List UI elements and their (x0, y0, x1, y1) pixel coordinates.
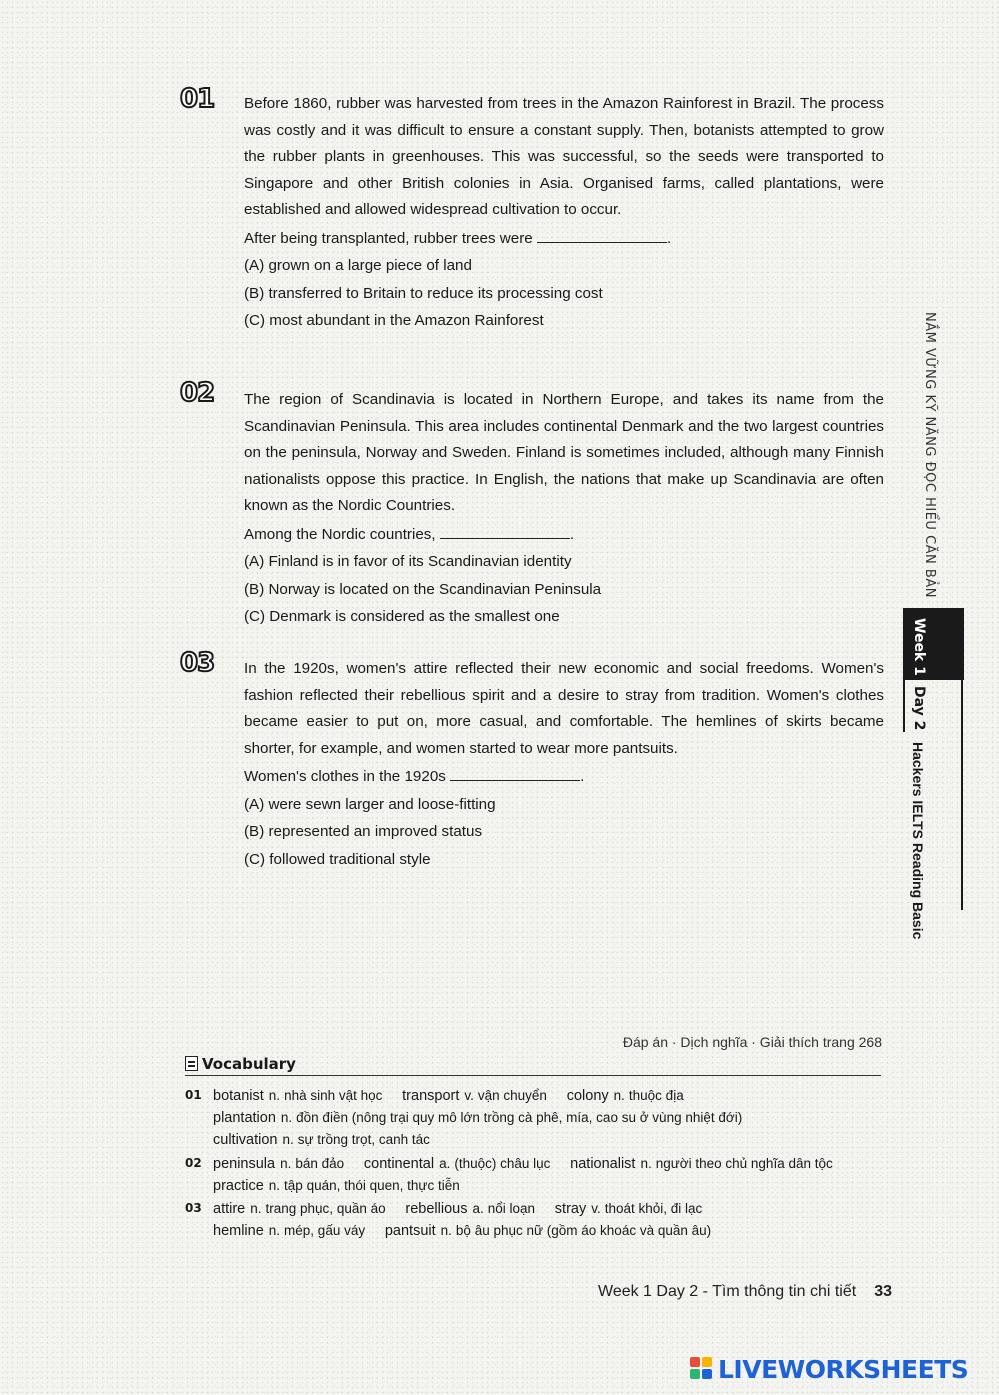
vocab-word: practice (213, 1178, 264, 1194)
vocab-word: colony (566, 1088, 609, 1104)
question-prompt: Women's clothes in the 1920s . (244, 768, 585, 785)
question-block (244, 656, 884, 873)
vocab-pos: n. (280, 1110, 293, 1125)
vocab-pos: n. (613, 1088, 625, 1103)
vocab-group-number: 01 (185, 1088, 202, 1102)
liveworksheets-logo-icon (690, 1357, 714, 1381)
option-a[interactable]: (A) Finland is in favor of its Scandinavian identity (244, 553, 572, 570)
vocab-word: peninsula (213, 1156, 276, 1172)
liveworksheets-watermark[interactable] (690, 1354, 968, 1384)
vocab-meaning: trang phục, quần áo (265, 1201, 386, 1216)
passage: The region of Scandinavia is located in Northern Europe, and takes its name from the Scandinavian Peninsula. This area includes continental Denmark and the two largest countries on the peninsula, Norway and Sweden. Finland is sometimes included, although many Finnish nationalists oppose this practice. In English, the nations that make up Scandinavia are often known as the Nordic Countries. (244, 391, 884, 514)
question-number: 03 (180, 648, 215, 678)
option-c[interactable]: (C) most abundant in the Amazon Rainforest (244, 312, 544, 329)
page-number: 33 (874, 1283, 892, 1300)
vocab-line (213, 1178, 476, 1194)
passage: In the 1920s, women's attire reflected their new economic and social freedoms. Women's fashion reflected their rebellious spirit and a desire to stray from tradition. Women's clothes became easier to put on, more casual, and comfortable. The hemlines of skirts became shorter, for example, and women started to wear more pantsuits. (244, 660, 884, 757)
vocab-pos: v. (464, 1088, 474, 1103)
option-a[interactable]: (A) were sewn larger and loose-fitting (244, 795, 496, 813)
option-b[interactable]: (B) represented an improved status (244, 823, 483, 840)
sidebar-title: NẮM VỮNG KỸ NĂNG ĐỌC HIỂU CĂN BẢN (922, 312, 937, 598)
vocab-meaning: mép, gấu váy (284, 1223, 366, 1238)
page-footer (598, 1283, 892, 1301)
vocab-pos: n. (268, 1178, 281, 1193)
vocab-pos: a. (472, 1201, 484, 1216)
vocab-meaning: tập quán, thói quen, thực tiễn (284, 1178, 460, 1193)
option-b[interactable]: (B) transferred to Britain to reduce its processing cost (244, 284, 603, 302)
vocab-line (213, 1201, 718, 1217)
answer-blank[interactable] (440, 524, 570, 539)
vocab-meaning: sự trồng trọt, canh tác (297, 1132, 430, 1147)
vocab-pos: n. (268, 1223, 281, 1238)
prompt-text: Women's clothes in the 1920s (244, 768, 446, 785)
vocab-meaning: bộ âu phục nữ (gồm áo khoác và quần âu) (455, 1223, 712, 1238)
vocab-word: botanist (213, 1088, 264, 1104)
notebook-icon (185, 1056, 198, 1071)
vocab-word: rebellious (405, 1201, 468, 1217)
vocab-pos: n. (282, 1132, 294, 1147)
vocab-meaning: (thuộc) châu lục (454, 1156, 551, 1171)
vocab-line (213, 1088, 700, 1104)
question-number: 01 (180, 84, 215, 114)
vocab-meaning: bán đảo (295, 1156, 345, 1171)
vocab-group-number: 02 (185, 1156, 202, 1170)
option-a[interactable]: (A) grown on a large piece of land (244, 257, 472, 274)
vocab-word: continental (363, 1156, 435, 1172)
prompt-text: Among the Nordic countries, (244, 525, 436, 543)
question-block (244, 91, 884, 335)
vocab-word: transport (402, 1088, 460, 1104)
vocab-meaning: thoát khỏi, đi lạc (604, 1201, 703, 1216)
book-title: Hackers IELTS Reading Basic (910, 742, 926, 940)
answer-blank[interactable] (450, 766, 580, 781)
vocab-group-number: 03 (185, 1201, 202, 1215)
vocab-word: attire (213, 1201, 246, 1217)
vocab-meaning: nổi loạn (487, 1201, 536, 1216)
option-c[interactable]: (C) followed traditional style (244, 850, 431, 868)
prompt-text: After being transplanted, rubber trees were (244, 229, 533, 247)
question-block (244, 387, 884, 631)
vocab-meaning: thuộc địa (628, 1088, 684, 1103)
vocab-meaning: đồn điền (nông trại quy mô lớn trồng cà phê, mía, cao su ở vùng nhiệt đới) (296, 1110, 743, 1125)
vocab-line (213, 1156, 849, 1172)
vocab-line (213, 1223, 727, 1239)
vocab-word: pantsuit (384, 1223, 436, 1239)
vocab-pos: a. (439, 1156, 451, 1171)
answer-reference: Đáp án · Dịch nghĩa · Giải thích trang 268 (622, 1034, 882, 1050)
watermark-text: LIVEWORKSHEETS (718, 1354, 969, 1384)
vocab-pos: n. (440, 1223, 452, 1238)
answer-blank[interactable] (537, 228, 667, 243)
option-b[interactable]: (B) Norway is located on the Scandinavian Peninsula (244, 580, 602, 598)
vocabulary-title: Vocabulary (202, 1055, 296, 1073)
vocabulary-header (185, 1055, 881, 1076)
vocab-meaning: vận chuyển (477, 1088, 547, 1103)
vocab-pos: n. (280, 1156, 292, 1171)
vocab-pos: n. (250, 1201, 262, 1216)
vocab-line (213, 1110, 758, 1126)
vocab-word: stray (554, 1201, 587, 1217)
question-number: 02 (180, 378, 215, 408)
vocab-pos: n. (640, 1156, 652, 1171)
question-prompt: After being transplanted, rubber trees were . (244, 229, 672, 247)
vocab-pos: n. (268, 1088, 281, 1103)
vocab-word: plantation (213, 1110, 276, 1126)
vocab-word: nationalist (570, 1156, 636, 1172)
day-label: Day 2 (911, 686, 927, 731)
vocab-word: cultivation (213, 1132, 278, 1148)
vocab-word: hemline (213, 1223, 264, 1239)
option-c[interactable]: (C) Denmark is considered as the smallest one (244, 608, 560, 625)
question-prompt: Among the Nordic countries, . (244, 525, 575, 543)
sidebar-divider (961, 680, 963, 910)
footer-label: Week 1 Day 2 - Tìm thông tin chi tiết (598, 1283, 857, 1300)
vocab-line (213, 1132, 446, 1148)
vocab-meaning: nhà sinh vật học (284, 1088, 383, 1103)
day-tab (903, 680, 935, 732)
week-label: Week 1 (911, 618, 927, 676)
week-tab (903, 608, 964, 680)
vocab-meaning: người theo chủ nghĩa dân tộc (655, 1156, 833, 1171)
passage: Before 1860, rubber was harvested from trees in the Amazon Rainforest in Brazil. The process was costly and it was difficult to ensure a constant supply. Then, botanists attempted to grow the rubber plants in greenhouses. This was successful, so the seeds were transported to Singapore and other British colonies in Asia. Organised farms, called plantations, were established and allowed widespread cultivation to occur. (244, 95, 884, 218)
vocab-pos: v. (591, 1201, 601, 1216)
